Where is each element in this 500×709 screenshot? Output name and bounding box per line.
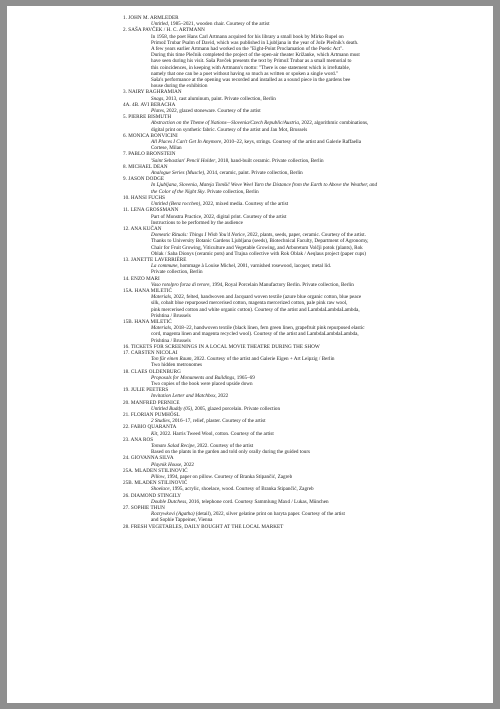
entry-heading: 19. JULIE PEETERS [123, 387, 169, 394]
entry-heading: 1. JOHN M. ARMLEDER [123, 15, 179, 21]
work-title: Ton für einen Raum [151, 356, 192, 363]
checklist-entry [123, 164, 478, 176]
work-details: (detail), 2022, silver gelatine print on baryta paper. Courtesy of the artist [194, 511, 345, 518]
work-details: and Sophie Tappeiner, Vienna [151, 517, 213, 524]
work-title: Domestic Rituals: Things I Wish You'd Notice [151, 232, 245, 239]
checklist-entry [123, 114, 478, 133]
entry-heading: 26. DIAMOND STINGILY [123, 492, 182, 499]
work-details: , 2022, felted, handwoven and Jacquard woven textile (azure blue organic cotton, blue peace [171, 294, 362, 301]
entry-heading: 22. FABIO QUARANTA [123, 424, 177, 431]
work-details: , 1985–2021, wooden chair. Courtesy of the artist [167, 21, 270, 28]
checklist-entry [123, 15, 478, 27]
checklist-entry [123, 424, 478, 436]
work-details: , 2022, glazed stoneware. Courtesy of the artist [163, 108, 261, 115]
work-details: namely that one can be a poet without having so much as written or spoken a single word." [151, 70, 339, 77]
checklist-entry [123, 468, 478, 480]
work-details: In 1958, the poet Hans Carl Artmann acquired for his library a small book by Mirko Rupel on [151, 33, 344, 40]
work-details: have seen during his visit. Saša Pavček presents the text by Primož Trubar as a small memorial to [151, 58, 352, 65]
work-details: , 2022. Harris Tweed Wool, cotton. Courtesy of the artist [157, 430, 274, 437]
work-details: , 1994, paper on pillow. Courtesy of Branka Stipančić, Zagreb [164, 474, 293, 481]
work-details: cord, magenta linen and magenta recycled wool). Courtesy of the artist and LambdaLambdaLambda, [151, 331, 359, 338]
entry-heading: 6. MONICA BONVICINI [123, 132, 178, 139]
work-details: , 2022, plants, seeds, paper, ceramic. Courtesy of the artist. [244, 232, 366, 239]
work-title: 'Saint Sebastian' Pencil Holder [151, 157, 216, 164]
work-details: , 2022. Courtesy of the artist and Galerie Eigen + Art Leipzig / Berlin [191, 356, 335, 363]
entry-heading: 9. JASON DODGE [123, 176, 165, 183]
work-title: Invitation Letter and Matchbox [151, 393, 216, 400]
work-title: Abstraction on the Theme of Nations—Slovenia/Czech Republic/Austria [151, 120, 299, 127]
work-details: Two copies of the book were placed upside down [151, 380, 253, 387]
entry-heading: 20. MANFRED PERNICE [123, 399, 180, 406]
entry-heading: 25A. MLADEN STILINOVIĆ [123, 467, 188, 474]
entry-heading: 17. CARSTEN NICOLAI [123, 349, 178, 356]
entry-heading: 21. FLORIAN PUMHÖSL [123, 412, 180, 418]
work-title: 2 Studies [151, 418, 170, 425]
checklist-entry [123, 350, 478, 369]
work-details: During this time Plečnik completed the project of the open-air theater Križanke, which Artmann must [151, 52, 360, 59]
work-details: Based on the plants in the garden and told only orally during the guided tours [151, 449, 311, 456]
work-details: house during the exhibition [151, 83, 208, 90]
work-details: Private collection, Berlin [151, 269, 203, 276]
work-details: , 2022, algorithmic combinations, [298, 120, 369, 127]
entry-heading: 10. HANSI FUCHS [123, 194, 166, 201]
work-details: , 1965–69 [234, 374, 255, 381]
checklist-entry [123, 151, 478, 163]
work-details: , 2022, mixed media. Courtesy of the artist [200, 201, 289, 208]
entry-heading: 11. LENA GROSSMANN [123, 207, 179, 214]
work-details: , 2010–22, keys, strings. Courtesy of the artist and Galerie Raffaella [221, 139, 362, 146]
work-details: . Private collection, Berlin [204, 188, 259, 195]
checklist-entry [123, 195, 478, 207]
entry-heading: 4A. 4B. AVI BERACHA [123, 101, 176, 108]
checklist-entry [123, 400, 478, 412]
work-title: Untitled (Benz rocchen) [151, 201, 201, 208]
work-details: Saša's performance at the opening was recorded and installed as a sound piece in the gardens bee [151, 77, 351, 84]
checklist-entry [123, 102, 478, 114]
checklist-entry [123, 257, 478, 276]
entry-heading: 27. SOPHIE THUN [123, 505, 165, 512]
checklist-entry [123, 505, 478, 524]
checklist-entry [123, 480, 478, 492]
checklist-entry [123, 133, 478, 152]
work-details: Thanks to University Botanic Gardens Ljubljana (seeds), Biotechnical Faculty, Department of Agronomy, [151, 238, 369, 245]
work-title: Plates [151, 108, 164, 115]
checklist-entry [123, 176, 478, 195]
checklist-entry [123, 524, 478, 530]
work-details: , 2005, glazed porcelain. Private collection [192, 405, 281, 412]
entry-heading: 24. GIOVANNA SILVA [123, 455, 174, 462]
work-title: Playnik House [151, 461, 182, 468]
checklist-entry [123, 89, 478, 101]
work-details: this coincidences, in keeping with Artmann's motto: "There is one statement which is irrefutable, [151, 64, 351, 71]
checklist-entry [123, 226, 478, 257]
checklist-entry [123, 369, 478, 388]
work-title: Kit [151, 430, 158, 437]
work-title: Proposals for Monuments and Buildings [151, 374, 235, 381]
work-details: , 2016, telephone cord. Courtesy Sammlung Maxd / Lukas, München [186, 498, 329, 505]
entry-heading: 13. JANETTE LAVERRIÈRE [123, 256, 187, 263]
entry-heading: 2. SAŠA PAVČEK / H. C. ARTMANN [123, 27, 205, 34]
work-title: Tomato Salad Recipe [151, 443, 195, 450]
checklist-entry [123, 276, 478, 288]
checklist-entry [123, 412, 478, 424]
entry-heading: 3. NAIRY BAGHRAMIAN [123, 89, 182, 96]
work-details: , 2014, ceramic, paint. Private collection, Berlin [204, 170, 303, 177]
work-title: Shoelace [151, 486, 170, 493]
entry-heading: 15A. HANA MILETIĆ [123, 287, 172, 294]
work-details: digital print on synthetic fabric. Courtesy of the artist and Jan Mot, Brussels [151, 126, 308, 133]
entry-heading: 23. ANA ROS [123, 436, 154, 443]
work-details: A few years earlier Artmann had worked on the "Eight-Point Proclamation of the Poetic Act". [151, 46, 344, 53]
work-details: Prishtina / Brussels [151, 337, 191, 344]
entry-heading: 7. PABLO BRONSTEIN [123, 151, 176, 158]
entry-heading: 12. ANA KUČAN [123, 225, 162, 232]
work-title: Materials [151, 294, 171, 301]
work-details: , 2022 [181, 461, 194, 468]
entry-heading: 15B. HANA MILETIĆ [123, 318, 172, 325]
checklist-entry [123, 288, 478, 319]
work-title: Analogue Series (Muscle) [151, 170, 205, 177]
checklist-entry [123, 27, 478, 89]
work-title: Vaso rotolpro forza di terore [151, 281, 210, 288]
document-page [7, 6, 493, 703]
work-details: silk, cobalt blue repurposed mercerised cotton, magenta mercerized cotton, pale pink raw wool, [151, 300, 348, 307]
work-title: La commune [151, 263, 178, 270]
work-title: Untitled [151, 21, 168, 28]
work-title: All Places I Can't Get In Anymore [151, 139, 222, 146]
work-details: Chair for Fruit Growing, Viticulture and Vegetable Growing, and Arboretum Volčji potok (plants), Rok [151, 244, 363, 251]
entry-heading: 5. PIERRE BISMUTH [123, 114, 172, 121]
exhibition-checklist [123, 15, 478, 530]
checklist-entry [123, 493, 478, 505]
work-details: Prishtina / Brussels [151, 312, 191, 319]
entry-heading: 16. TICKETS FOR SCREENINGS IN A LOCAL MOVIE THEATRE DURING THE SHOW [123, 343, 320, 350]
work-details: Instructions to be performed by the audience [151, 219, 243, 226]
work-details: , 2022. Courtesy of the artist [194, 443, 254, 450]
work-details: , 2018–22, handwoven textile (black linen, fern green linen, grapefruit pink repurposed elastic [171, 325, 365, 332]
entry-heading: 18. CLAES OLDENBURG [123, 368, 181, 375]
entry-heading: 14. ENZO MARI [123, 275, 160, 282]
work-title: the Color of the Night Sky [151, 188, 205, 195]
work-details: Cortese, Milan [151, 145, 182, 152]
checklist-entry [123, 319, 478, 344]
work-details: , 2013, cast aluminum, paint. Private collection, Berlin [163, 95, 276, 102]
work-title: Untitled Buddy (05) [151, 405, 193, 412]
work-details: , hommage à Louise Michel, 2001, varnished rosewood, lacquer, metal lid. [177, 263, 332, 270]
work-details: , 2022 [215, 393, 229, 400]
work-details: Two hidden metronomes [151, 362, 203, 369]
work-details: , 1995, acrylic, shoelace, wood. Courtesy of Branka Stipančić, Zagreb [169, 486, 314, 493]
work-details: , 2016–17, relief, plaster. Courtesy of the artist [169, 418, 266, 425]
entry-heading: 8. MICHAEL DEAN [123, 163, 168, 170]
checklist-entry [123, 207, 478, 226]
work-title: Pillow [151, 474, 165, 481]
checklist-entry [123, 437, 478, 456]
work-details: pink mercerised cotton and white organic cotton). Courtesy of the artist and LambdaLambdaLambda, [151, 306, 360, 313]
work-details: Oblak / Saba Dionys (ceramic pots) and Trajna collective with Rok Oblak / Aeqlaus project (paper cups) [151, 250, 366, 257]
work-title: Double Dutchess [151, 498, 187, 505]
checklist-entry [123, 455, 478, 467]
work-details: Primož Trubar Psalm of David, which was published in Ljubljana in the year of Jože Plečnik's death. [151, 39, 359, 46]
entry-heading: 25B. MLADEN STILINOVIĆ [123, 480, 188, 487]
work-title: Rozrywkovi (Agatha) [151, 511, 195, 518]
work-title: Snags [151, 95, 164, 102]
checklist-entry [123, 387, 478, 399]
work-title: In Ljubljana, Slovenia, Mateja Tomšič Wove Weel Yarn the Distance from the Earth to Above the Weather, and [151, 182, 378, 189]
work-title: Materials [151, 325, 171, 332]
work-details: , 1994, Royal Porcelain Manufactory Berlin. Private collection, Berlin [209, 281, 354, 288]
work-details: Part of Monstra Practice, 2022, digital print. Courtesy of the artist [151, 213, 287, 220]
entry-heading: 28. FRESH VEGETABLES, DAILY BOUGHT AT THE LOCAL MARKET [123, 523, 284, 530]
work-details: , 2018, hand-built ceramic. Private collection, Berlin [215, 157, 324, 164]
